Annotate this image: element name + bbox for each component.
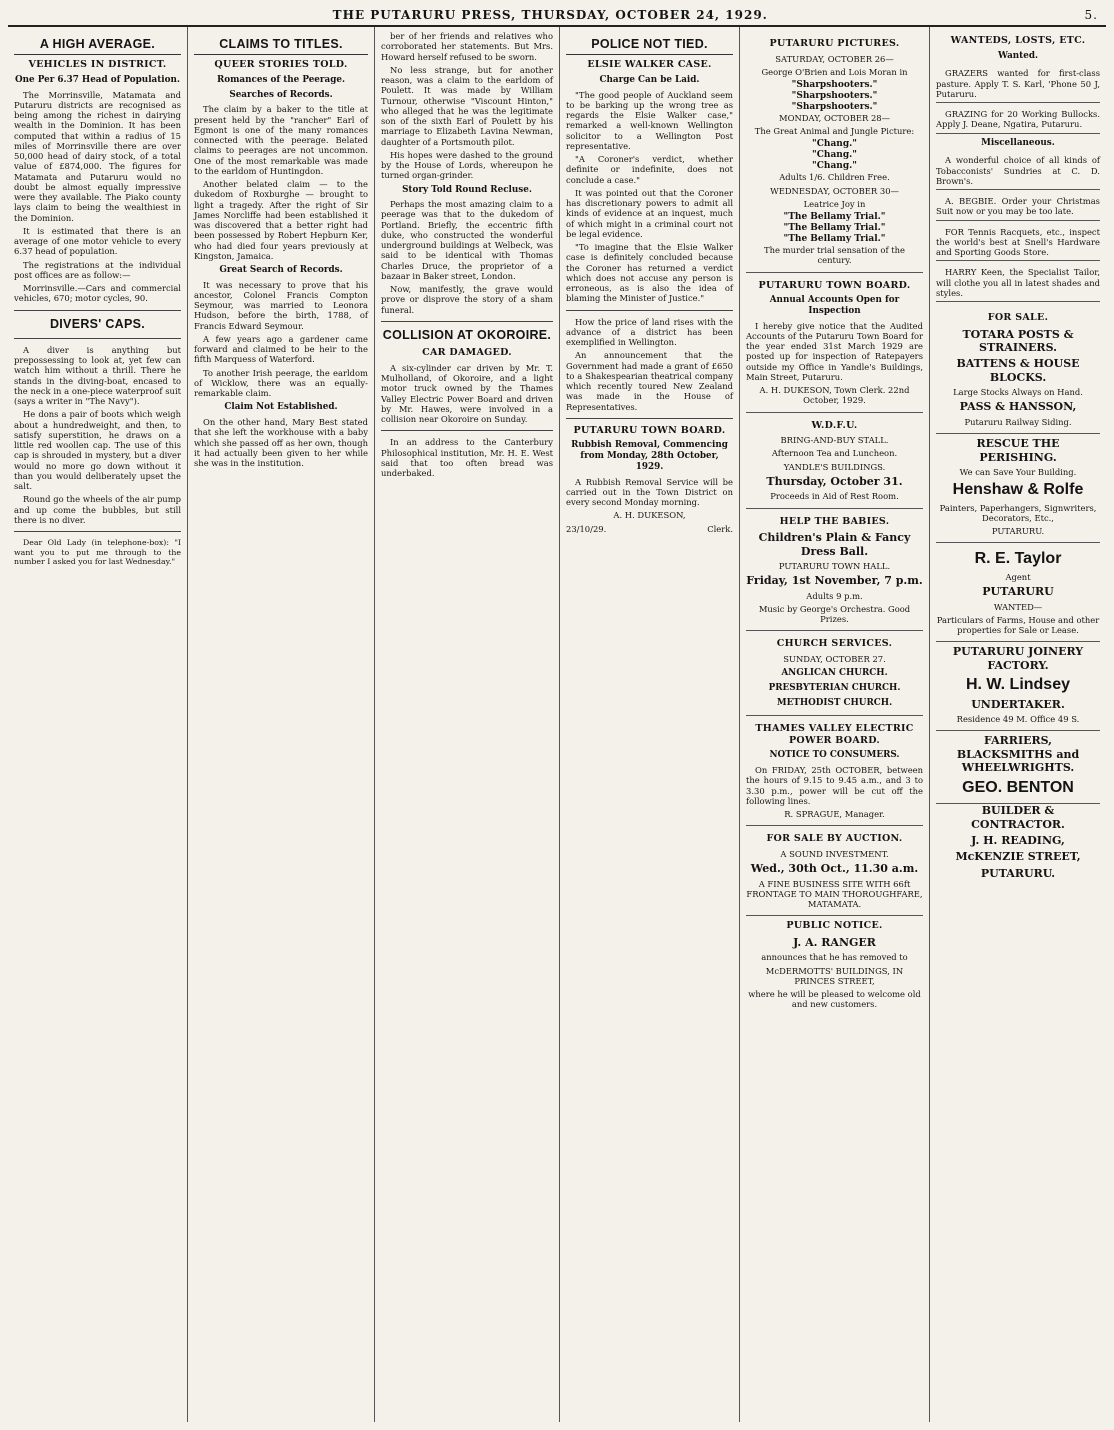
- article-paragraph: Dear Old Lady (in telephone-box): "I want you to put me through to the number I asked you for last Wednesday.": [14, 538, 181, 567]
- article-paragraph: A six-cylinder car driven by Mr. T. Mulholland, of Okoroire, and a light motor truck owned by the Thames Valley Electric Power Board and driven by Mr. Hawes, were involved in a collision near Okoroire on Sunday.: [381, 362, 553, 425]
- article-paragraph: A diver is anything but prepossessing to look at, yet few can watch him without a thrill. There he stands in the diving-boat, encased to the neck in a one-piece waterproof suit (says a writer in "The Navy").: [14, 344, 181, 407]
- ad-auction: [746, 826, 923, 916]
- ad-line: Large Stocks Always on Hand.: [953, 387, 1083, 398]
- ad-line: Residence 49 M. Office 49 S.: [956, 714, 1080, 725]
- ad-line: Agent: [1005, 571, 1031, 582]
- subhead-elsie-walker: ELSIE WALKER CASE.: [587, 59, 712, 71]
- ad-line: Painters, Paperhangers, Signwriters, Decorators, Etc.,: [939, 502, 1097, 523]
- ad-business-name: R. E. Taylor: [974, 550, 1062, 568]
- ad-line: SATURDAY, OCTOBER 26—: [775, 53, 894, 64]
- headline-town-board-rubbish: PUTARURU TOWN BOARD.: [573, 424, 726, 436]
- article-paragraph: Round go the wheels of the air pump and up come the bubbles, but still there is no diver.: [14, 494, 181, 525]
- article-paragraph: It is estimated that there is an average of one motor vehicle to every 6.37 head of population.: [14, 225, 181, 257]
- film-title: "Chang.": [812, 139, 857, 150]
- classified-ad: A wonderful choice of all kinds of Tobacconists' Sundries at C. D. Brown's.: [936, 152, 1100, 190]
- subhead-car-damaged: CAR DAMAGED.: [422, 347, 512, 359]
- ad-line: PUTARURU JOINERY FACTORY.: [952, 645, 1084, 672]
- film-title: "Sharpshooters.": [791, 91, 878, 102]
- public-notice: [746, 920, 923, 1009]
- ad-line: MONDAY, OCTOBER 28—: [779, 112, 890, 123]
- classifieds-title: WANTEDS, LOSTS, ETC.: [950, 35, 1086, 46]
- film-list: [746, 212, 923, 245]
- ad-business-name: Henshaw & Rolfe: [952, 481, 1084, 499]
- ad-line: McKENZIE STREET,: [955, 850, 1081, 864]
- article-paragraph: ber of her friends and relatives who corroborated her statements. But Mrs. Howard herself refused to be sworn.: [381, 31, 553, 62]
- ad-line: PASS & HANSSON,: [959, 400, 1077, 414]
- ad-line: BATTENS & HOUSE BLOCKS.: [956, 357, 1080, 384]
- notice-line: McDERMOTTS' BUILDINGS, IN PRINCES STREET,: [765, 965, 904, 986]
- notice-name: J. A. RANGER: [793, 936, 876, 950]
- masthead: [8, 6, 1106, 27]
- subhead-population: One Per 6.37 Head of Population.: [15, 74, 180, 85]
- ad-builder: [936, 804, 1100, 880]
- notice-line: announces that he has removed to: [761, 952, 908, 963]
- ad-title: HELP THE BABIES.: [779, 515, 890, 527]
- ad-line: The Great Animal and Jungle Picture:: [754, 126, 915, 137]
- divider: [14, 310, 181, 311]
- ad-line: Music by George's Orchestra. Good Prizes.: [758, 603, 911, 625]
- headline-high-average: A HIGH AVERAGE.: [14, 37, 181, 55]
- notice-paragraph: I hereby give notice that the Audited Accounts of the Putaruru Town Board for the year ended 31st March 1929 are posted up for inspection of Ratepayers outside my Office in Yandle's Buildings, Main Street, Putaruru.: [746, 320, 923, 382]
- ad-line: FARRIERS, BLACKSMITHS and WHEELWRIGHTS.: [956, 734, 1080, 775]
- film-title: "The Bellamy Trial.": [783, 234, 886, 245]
- ad-line: Thursday, October 31.: [766, 474, 903, 488]
- film-title: "Sharpshooters.": [791, 80, 878, 91]
- article-paragraph: It was pointed out that the Coroner has discretionary powers to admit all kinds of evidence at an inquest, much of which might in a criminal court not be legal evidence.: [566, 187, 733, 239]
- article-paragraph: Perhaps the most amazing claim to a peerage was that to the dukedom of Portland. Briefly, the eccentric fifth duke, who constructed the wonderful underground buildings at Welbeck, was said to be identical with Thomas Charles Druce, the proprietor of a bazaar in Baker street, London.: [381, 199, 553, 281]
- ad-line: Particulars of Farms, House and other properties for Sale or Lease.: [936, 614, 1100, 636]
- ad-line: TOTARA POSTS & STRAINERS.: [962, 327, 1074, 354]
- notice-role: Clerk.: [707, 523, 733, 534]
- article-paragraph: The claim by a baker to the title at present held by the "rancher" Earl of Egmont is one of the many romances connected with the peerage. Belated claims to peerages are not uncommon. One of the most remarkable was made to the earldom of Huntingdon.: [194, 104, 368, 176]
- notice-title: THAMES VALLEY ELECTRIC POWER BOARD.: [755, 723, 914, 746]
- ad-business-name: H. W. Lindsey: [965, 676, 1070, 694]
- notice-signature: A. H. DUKESON, Town Clerk. 22nd October, 1929.: [759, 385, 910, 406]
- article-paragraph: "The good people of Auckland seem to be barking up the wrong tree as regards the Elsie Walker case," remarked a well-known Wellington solicitor to a Wellington Post representative.: [566, 89, 733, 151]
- ad-line: We can Save Your Building.: [959, 466, 1077, 477]
- masthead-title: THE PUTARURU PRESS, THURSDAY, OCTOBER 24, 1929.: [332, 8, 768, 22]
- film-title: "Chang.": [812, 150, 857, 161]
- film-title: "Chang.": [812, 161, 857, 172]
- article-paragraph: "To imagine that the Elsie Walker case is definitely concluded because the Coroner has returned a verdict which does not accuse any person is erroneous, as is also the idea of blaming the Minister of Justice.": [566, 242, 733, 304]
- notice-paragraph: A Rubbish Removal Service will be carried out in the Town District on every second Monday morning.: [566, 476, 733, 508]
- divider: [566, 310, 733, 311]
- ad-line: BUILDER & CONTRACTOR.: [971, 804, 1065, 831]
- columns: [8, 27, 1106, 1422]
- ad-line: PUTARURU.: [991, 526, 1045, 537]
- article-paragraph: He dons a pair of boots which weigh about a hundredweight, and then, to satisfy superstition, he draws on a little red woollen cap. The use of this cap is shrouded in mystery, but a diver would no more go down without it than you would deliberately upset the salt.: [14, 409, 181, 492]
- notice-signature: R. SPRAGUE, Manager.: [784, 809, 885, 820]
- classified-ad: GRAZERS wanted for first-class pasture. Apply T. S. Karl, 'Phone 50 J, Putaruru.: [936, 65, 1100, 103]
- column-3: [375, 27, 560, 1422]
- subhead-romances: Romances of the Peerage.: [216, 74, 346, 85]
- headline-police-not-tied: POLICE NOT TIED.: [566, 37, 733, 55]
- ad-line: Adults 1/6. Children Free.: [779, 172, 890, 183]
- notice-subtitle: NOTICE TO CONSUMERS.: [769, 750, 900, 761]
- ad-hw-lindsey: [936, 642, 1100, 731]
- article-paragraph: "A Coroner's verdict, whether definite or indefinite, does not conclude a case.": [566, 154, 733, 185]
- column-6: [930, 27, 1106, 1422]
- subhead-recluse: Story Told Round Recluse.: [402, 184, 532, 195]
- church-name: PRESBYTERIAN CHURCH.: [768, 682, 901, 693]
- article-paragraph: How the price of land rises with the advance of a district has been exemplified in Wellington.: [566, 316, 733, 348]
- ad-line: Putaruru Railway Siding.: [964, 416, 1072, 427]
- classified-ad: GRAZING for 20 Working Bullocks. Apply J. Deane, Ngatira, Putaruru.: [936, 106, 1100, 134]
- subhead-vehicles: VEHICLES IN DISTRICT.: [28, 59, 167, 71]
- article-paragraph: It was necessary to prove that his ancestor, Colonel Francis Compton Seymour, was married to Leonora Hudson, before the birth, 1788, of Francis Edward Seymour.: [194, 279, 368, 331]
- ad-line: PUTARURU.: [980, 866, 1056, 880]
- film-title: "The Bellamy Trial.": [783, 223, 886, 234]
- divider: [14, 531, 181, 532]
- ad-title: PUTARURU PICTURES.: [769, 38, 900, 49]
- article-paragraph: In an address to the Canterbury Philosophical institution, Mr. H. E. West said that too often bread was underbaked.: [381, 437, 553, 479]
- ad-line: Friday, 1st November, 7 p.m.: [746, 574, 923, 588]
- classifieds-subtitle: Wanted.: [997, 50, 1039, 61]
- ad-line: BRING-AND-BUY STALL.: [780, 435, 889, 446]
- ad-title: FOR SALE BY AUCTION.: [766, 833, 903, 845]
- ad-for-sale: [936, 305, 1100, 434]
- ad-line: J. H. READING,: [971, 833, 1065, 847]
- subhead-claim-not-established: Claim Not Established.: [224, 402, 338, 413]
- notice-town-board-accounts: [746, 273, 923, 413]
- ad-business-name: GEO. BENTON: [962, 778, 1074, 796]
- ad-line: PUTARURU TOWN HALL.: [778, 560, 891, 571]
- ad-line: Wed., 30th Oct., 11.30 a.m.: [750, 862, 919, 876]
- divider: [381, 321, 553, 322]
- notice-signature: A. H. DUKESON,: [613, 510, 686, 521]
- article-paragraph: No less strange, but for another reason, was a claim to the earldom of Poulett. It was made by William Turnour, otherwise "Viscount Hinton," who alleged that he was the legitimate son of the sixth Earl of Poulett by his marriage to Elizabeth Lavina Newman, daughter of a Portsmouth pilot.: [381, 64, 553, 147]
- classified-ad: HARRY Keen, the Specialist Tailor, will clothe you all in latest shades and styles.: [936, 264, 1100, 302]
- ad-wdfu: [746, 413, 923, 509]
- headline-claims-to-titles: CLAIMS TO TITLES.: [194, 37, 368, 55]
- article-paragraph: On the other hand, Mary Best stated that she left the workhouse with a baby which she passed off as her own, though it had actually been given to her while she was in the institution.: [194, 417, 368, 469]
- ad-title: W.D.F.U.: [811, 419, 858, 431]
- divider: [14, 338, 181, 339]
- church-name: ANGLICAN CHURCH.: [781, 668, 888, 679]
- ad-line: Afternoon Tea and Luncheon.: [771, 448, 898, 459]
- ad-line: A FINE BUSINESS SITE WITH 66ft FRONTAGE TO MAIN THOROUGHFARE, MATAMATA.: [746, 878, 923, 910]
- ad-title: FOR SALE.: [987, 312, 1049, 324]
- article-paragraph: An announcement that the Government had made a grant of £650 to a Shakespearian theatrical company which recently toured New Zealand was made in the House of Representatives.: [566, 350, 733, 412]
- column-5: [740, 27, 930, 1422]
- article-paragraph: The registrations at the individual post offices are as follow:—: [14, 259, 181, 280]
- notice-subtitle: Annual Accounts Open for Inspection: [769, 295, 900, 316]
- film-list: [746, 139, 923, 172]
- church-services: [746, 631, 923, 716]
- ad-line: Adults 9 p.m.: [806, 590, 863, 601]
- article-paragraph: His hopes were dashed to the ground by the House of Lords, whereupon he turned organ-grinder.: [381, 149, 553, 181]
- classifieds-subtitle: Miscellaneous.: [981, 137, 1055, 148]
- ad-line: PUTARURU: [982, 585, 1054, 599]
- ad-line: UNDERTAKER.: [971, 697, 1065, 711]
- ad-line: George O'Brien and Lois Moran in: [761, 66, 908, 77]
- ad-line: WANTED—: [993, 601, 1043, 612]
- subhead-great-search: Great Search of Records.: [219, 265, 343, 276]
- classified-ad: FOR Tennis Racquets, etc., inspect the world's best at Snell's Hardware and Sporting Goods Store.: [936, 224, 1100, 262]
- article-paragraph: Now, manifestly, the grave would prove or disprove the story of a sham funeral.: [381, 284, 553, 315]
- ad-line: RESCUE THE PERISHING.: [976, 437, 1060, 464]
- headline-divers-caps: DIVERS' CAPS.: [49, 316, 146, 331]
- subhead-searches: Searches of Records.: [229, 89, 333, 100]
- subhead-rubbish: Rubbish Removal, Commencing from Monday, 28th October, 1929.: [571, 440, 728, 472]
- notice-paragraph: On FRIDAY, 25th OCTOBER, between the hours of 9.15 to 9.45 a.m., and 3 to 3.30 p.m., power will be cut off the following lines.: [746, 765, 923, 806]
- ad-geo-benton: [936, 731, 1100, 804]
- page-number: 5.: [1084, 8, 1098, 22]
- divider: [566, 418, 733, 419]
- ad-line: YANDLE'S BUILDINGS.: [783, 461, 886, 472]
- ad-help-the-babies: [746, 509, 923, 632]
- notice-title: PUBLIC NOTICE.: [786, 920, 883, 932]
- subhead-charge: Charge Can be Laid.: [599, 74, 700, 85]
- church-name: METHODIST CHURCH.: [776, 697, 893, 708]
- notice-footer: [566, 524, 733, 534]
- film-title: "Sharpshooters.": [791, 102, 878, 113]
- ad-line: Proceeds in Aid of Rest Room.: [770, 491, 899, 502]
- film-title: "The Bellamy Trial.": [783, 212, 886, 223]
- article-paragraph: A few years ago a gardener came forward and claimed to be heir to the fifth Marquess of Waterford.: [194, 333, 368, 365]
- notice-thames-valley: [746, 716, 923, 826]
- ad-line: WEDNESDAY, OCTOBER 30—: [770, 185, 899, 196]
- ad-line: The murder trial sensation of the century.: [764, 245, 905, 266]
- ad-line: Leatrice Joy in: [803, 198, 866, 209]
- article-paragraph: Another belated claim — to the dukedom of Roxburghe — brought to light a tragedy. After the right of Sir James Norcliffe had been established it was discovered that a better right had been possessed by Robert Hepburn Ker, who had died four years previously at Kingston, Jamaica.: [194, 179, 368, 261]
- column-2: [188, 27, 375, 1422]
- ad-putaruru-pictures: [746, 31, 923, 273]
- article-paragraph: The Morrinsville, Matamata and Putaruru districts are recognised as being among the richest in dairying wealth in the Dominion. It has been computed that within a radius of 15 miles of Morrinsville there are over 50,000 head of dairy stock, of a total value of £874,000. The figures for Matamata and Putaruru would no doubt be almost equally impressive were they available. The Piako county lays claim to being the wealthiest in the Dominion.: [14, 89, 181, 223]
- section-date: SUNDAY, OCTOBER 27.: [783, 653, 886, 664]
- headline-collision: COLLISION AT OKOROIRE.: [382, 327, 552, 342]
- ad-henshaw-rolfe: [936, 434, 1100, 543]
- notice-title: PUTARURU TOWN BOARD.: [758, 279, 911, 291]
- notice-line: where he will be pleased to welcome old and new customers.: [748, 989, 921, 1010]
- film-list: [746, 80, 923, 113]
- article-paragraph: To another Irish peerage, the earldom of Wicklow, there was an equally-remarkable claim.: [194, 367, 368, 399]
- notice-date: 23/10/29.: [566, 523, 607, 534]
- ad-line: A SOUND INVESTMENT.: [780, 849, 889, 860]
- classified-ad: A. BEGBIE. Order your Christmas Suit now or you may be too late.: [936, 193, 1100, 221]
- section-title: CHURCH SERVICES.: [776, 638, 893, 650]
- subhead-queer-stories: QUEER STORIES TOLD.: [214, 59, 348, 71]
- divider: [381, 430, 553, 431]
- article-paragraph: Morrinsville.—Cars and commercial vehicles, 670; motor cycles, 90.: [14, 283, 181, 304]
- ad-line: Children's Plain & Fancy Dress Ball.: [758, 531, 911, 558]
- ad-re-taylor: [936, 543, 1100, 642]
- column-4: [560, 27, 740, 1422]
- column-1: [8, 27, 188, 1422]
